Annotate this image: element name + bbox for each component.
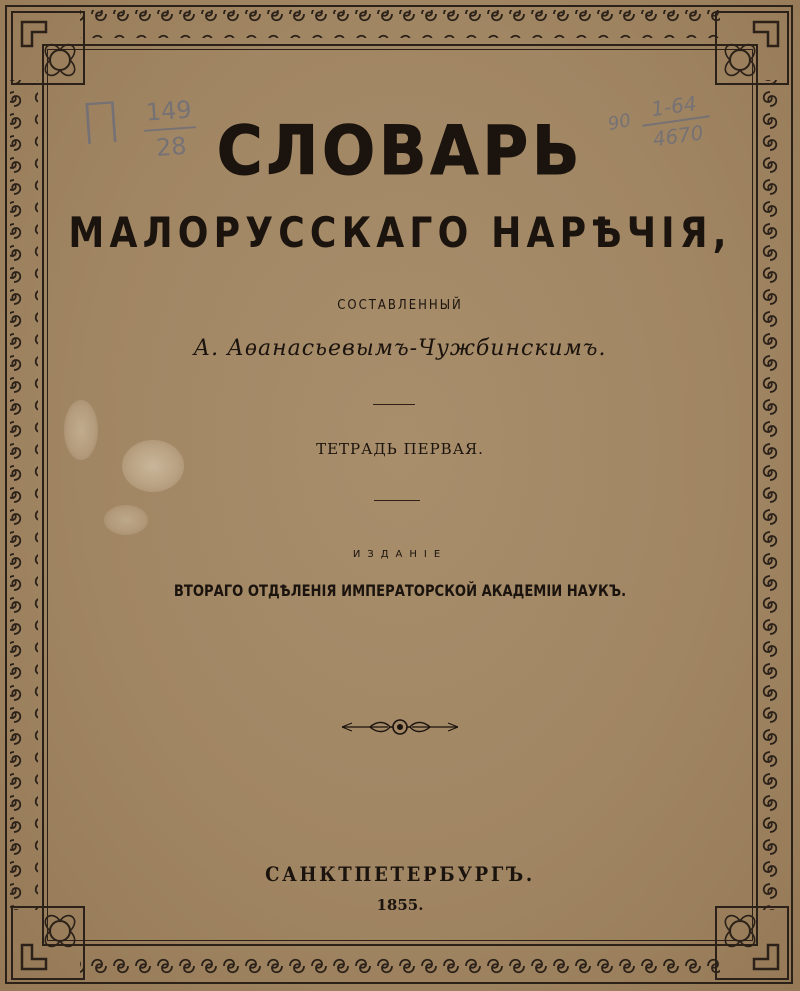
shelf-mark-top: 1-64	[649, 91, 699, 122]
divider-rule	[373, 404, 415, 405]
edition-label: ИЗДАНІЕ	[352, 549, 448, 560]
title-line-1: СЛОВАРЬ	[216, 112, 584, 191]
composed-by-label: СОСТАВЛЕННЫЙ	[337, 298, 463, 313]
corner-ornament-icon	[712, 903, 792, 983]
stamp-number-bottom: 28	[155, 131, 188, 162]
publication-year: 1855.	[376, 896, 424, 914]
fleuron-ornament-icon	[340, 712, 460, 742]
corner-ornament-icon	[712, 8, 792, 88]
shelf-mark-bottom: 4670	[651, 120, 705, 152]
publisher-name: ВТОРАГО ОТДѢЛЕНІЯ ИМПЕРАТОРСКОЙ АКАДЕМІИ НАУКЪ.	[173, 581, 627, 600]
divider-rule	[374, 500, 420, 501]
corner-ornament-icon	[8, 8, 88, 88]
stamp-number-top: 149	[144, 95, 193, 127]
paper-stain	[104, 505, 148, 535]
part-label: ТЕТРАДЬ ПЕРВАЯ.	[316, 440, 484, 458]
shelf-mark-prefix: 90	[606, 109, 633, 136]
publication-city: САНКТПЕТЕРБУРГЪ.	[265, 862, 535, 886]
library-stamp-letter: П	[77, 90, 125, 159]
title-line-2: МАЛОРУССКАГО НАРѢЧІЯ,	[68, 208, 732, 257]
corner-ornament-icon	[8, 903, 88, 983]
author-name: А. Аѳанасьевымъ-Чужбинскимъ.	[193, 336, 607, 361]
